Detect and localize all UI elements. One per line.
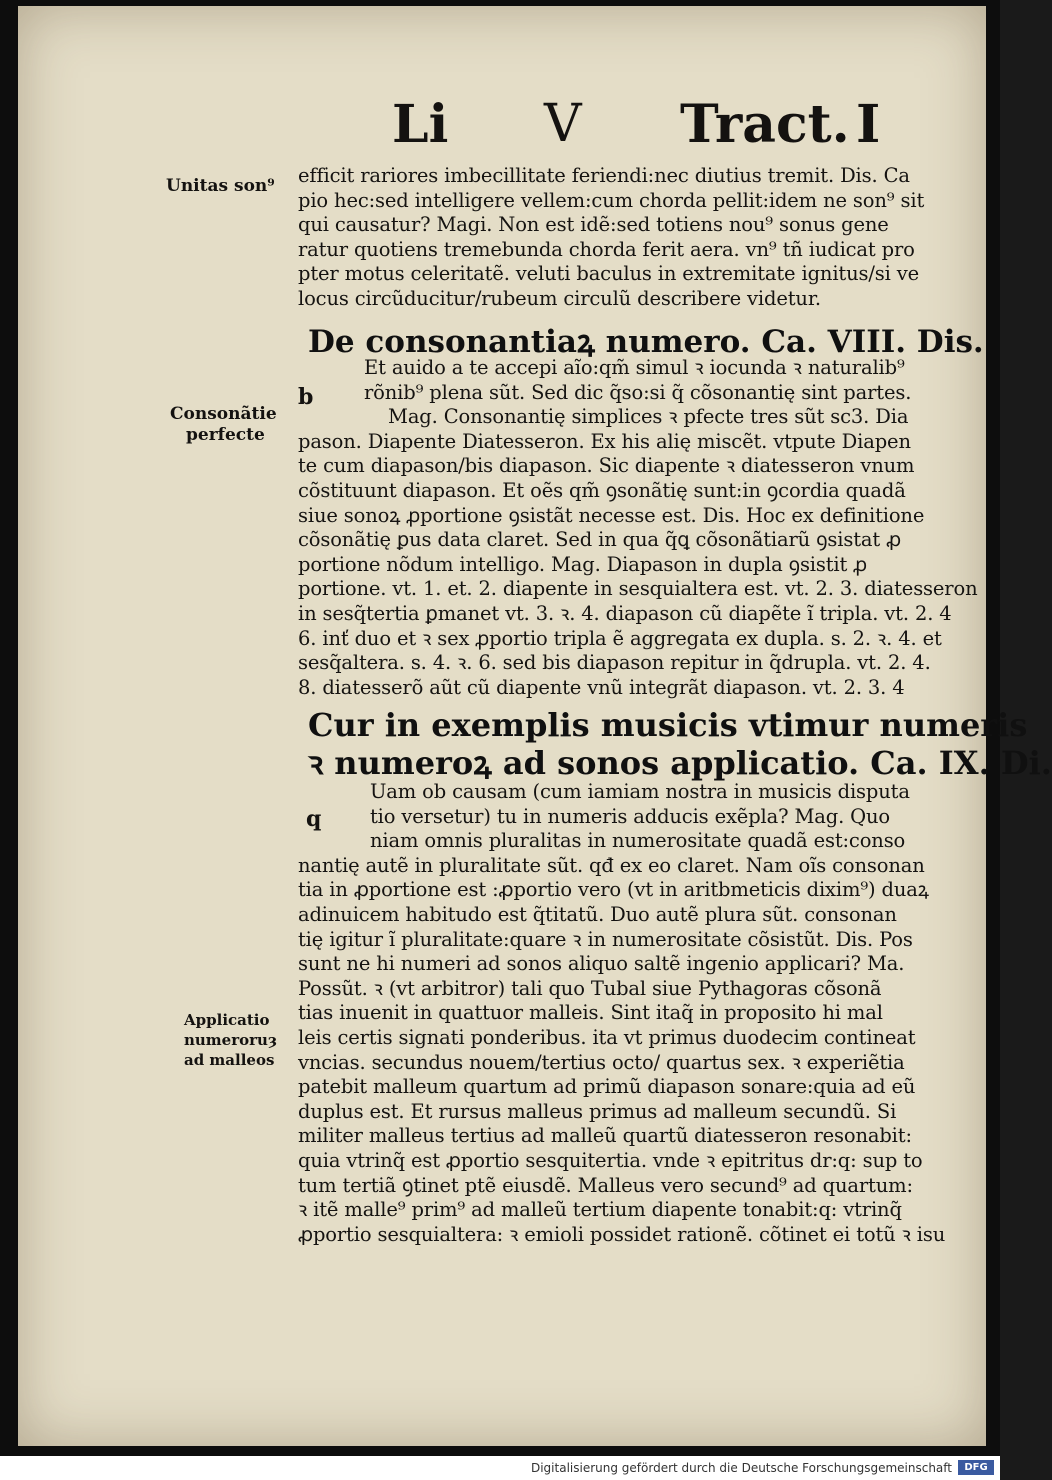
paragraph-3 (298, 780, 958, 1247)
text-line: Possũt. ꝛ (vt arbitror) tali quo Tubal siue Pythagoras cõsonã (298, 976, 882, 1000)
text-line: tum tertiã ꝯtinet ptẽ eiusdẽ. Malleus vero secund⁹ ad quartum: (298, 1173, 913, 1197)
text-line: Mag. Consonantię simplices ꝛ pfecte tres sũt sc3. Dia (388, 405, 909, 429)
text-line: tię igitur ĩ pluralitate:quare ꝛ in numerositate cõsistũt. Dis. Pos (298, 927, 913, 951)
book-page (18, 6, 1052, 1446)
text-line: sunt ne hi numeri ad sonos aliquo saltẽ ingenio applicari? Ma. (298, 952, 905, 976)
text-line: 6. inť duo et ꝛ sex ꝓportio tripla ẽ aggregata ex dupla. s. 2. ꝛ. 4. et (298, 626, 942, 650)
header-tract: Tract. (680, 94, 850, 155)
text-line: rõnib⁹ plena sũt. Sed dic q̃so:si q̃ cõsonantię sint partes. (364, 380, 912, 404)
margin-note-line: Unitas son⁹ (166, 176, 275, 196)
text-line: siue sonoꝝ ꝓportione ꝯsistãt necesse est. Dis. Hoc ex definitione (298, 503, 925, 527)
text-line: Uam ob causam (cum iamiam nostra in musicis disputa (370, 780, 910, 803)
text-line: pter motus celeritatẽ. veluti baculus in extremitate ignitus/si ve (298, 262, 920, 286)
text-line: ꝛ itẽ malle⁹ prim⁹ ad malleũ tertium diapente tonabit:q: vtrinq̃ (298, 1198, 902, 1222)
text-line: leis certis signati ponderibus. ita vt primus duodecim contineat (298, 1025, 916, 1049)
text-line: militer malleus tertius ad malleũ quartũ diatesseron resonabit: (298, 1124, 912, 1148)
margin-note-unitas (166, 176, 296, 197)
dfg-logo: DFG (958, 1460, 994, 1475)
funding-credit: Digitalisierung gefördert durch die Deutsche Forschungsgemeinschaft (530, 1461, 952, 1475)
text-line: tias inuenit in quattuor malleis. Sint itaq̃ in proposito hi mal (298, 1001, 883, 1025)
margin-note-line: numeroruȝ (184, 1031, 278, 1049)
text-line: cõsonãtię ꝑus data claret. Sed in qua q̃ꝗ cõsonãtiarũ ꝯsistat ꝓ (298, 528, 902, 552)
paragraph-1 (298, 164, 958, 312)
text-line: ratur quotiens tremebunda chorda ferit aera. vn⁹ tñ iudicat pro (298, 237, 915, 261)
text-line: 8. diatesserõ aũt cũ diapente vnũ integrãt diapason. vt. 2. 3. 4 (298, 675, 905, 699)
text-line: locus circũducitur/rubeum circulũ describere videtur. (298, 286, 821, 310)
text-line: qui causatur? Magi. Non est idẽ:sed totiens nou⁹ sonus gene (298, 213, 889, 237)
paragraph-2 (298, 356, 978, 700)
text-line: efficit rariores imbecillitate feriendi:nec diutius tremit. Dis. Ca (298, 164, 910, 187)
chapter-9-title-line: Cur in exemplis musicis vtimur numeris (308, 706, 1028, 744)
text-line: duplus est. Et rursus malleus primus ad malleum secundũ. Si (298, 1099, 897, 1123)
text-line: cõstituunt diapason. Et oẽs qm̃ ꝯsonãtię sunt:in ꝯcordia quadã (298, 478, 906, 502)
chapter-9-title (308, 706, 1052, 782)
margin-note-line: ad malleos (184, 1051, 275, 1069)
initial-q: q (306, 806, 322, 832)
text-line: pio hec:sed intelligere vellem:cum chorda pellit:idem ne son⁹ sit (298, 188, 925, 212)
text-line: tia in ꝓportione est :ꝓportio vero (vt in aritbmeticis dixim⁹) duaꝝ (298, 878, 929, 902)
text-line: portione nõdum intelligo. Mag. Diapason in dupla ꝯsistit ꝓ (298, 552, 868, 576)
chapter-9-title-line: ꝛ numeroꝝ ad sonos applicatio. Ca. IX. Di. (308, 744, 1052, 782)
text-line: te cum diapason/bis diapason. Sic diapente ꝛ diatesseron vnum (298, 454, 915, 478)
text-line: tio versetur) tu in numeris adducis exẽpla? Mag. Quo (370, 804, 891, 828)
text-line: portione. vt. 1. et. 2. diapente in sesquialtera est. vt. 2. 3. diatesseron (298, 577, 978, 601)
text-line: Et auido a te accepi aĩo:qm̃ simul ꝛ iocunda ꝛ naturalib⁹ (364, 356, 905, 379)
initial-b: b (298, 384, 314, 410)
margin-note-line: Consonãtie (170, 404, 277, 424)
margin-note-applicatio (184, 1010, 314, 1070)
text-line: ꝓportio sesquialtera: ꝛ emioli possidet rationẽ. cõtinet ei totũ ꝛ isu (298, 1222, 946, 1246)
text-line: niam omnis pluralitas in numerositate quadã est:conso (370, 829, 906, 853)
margin-note-line: Applicatio (184, 1011, 270, 1029)
header-part: I (856, 94, 881, 155)
text-line: adinuicem habitudo est q̃titatũ. Duo autẽ plura sũt. consonan (298, 902, 897, 926)
header-leaf: Li (392, 94, 449, 155)
text-line: nantię autẽ in pluralitate sũt. qđ ex eo claret. Nam oĩs consonan (298, 853, 925, 877)
footer-bar (0, 1456, 1000, 1480)
text-line: vncias. secundus nouem/tertius octo/ quartus sex. ꝛ experiẽtia (298, 1050, 905, 1074)
text-line: in sesq̃tertia ꝑmanet vt. 3. ꝛ. 4. diapason cũ diapẽte ĩ tripla. vt. 2. 4 (298, 601, 952, 625)
chapter-8-title: De consonantiaꝝ numero. Ca. VIII. Dis. (308, 324, 984, 360)
header-number: V (544, 94, 582, 154)
text-line: pason. Diapente Diatesseron. Ex his alię miscẽt. vtpute Diapen (298, 429, 911, 453)
text-line: quia vtrinq̃ est ꝓportio sesquitertia. vnde ꝛ epitritus dr:q: sup to (298, 1148, 923, 1172)
margin-note-line: perfecte (186, 425, 265, 445)
text-line: sesq̃altera. s. 4. ꝛ. 6. sed bis diapason repitur in q̃drupla. vt. 2. 4. (298, 651, 931, 675)
margin-note-consonantie (170, 404, 300, 446)
text-line: patebit malleum quartum ad primũ diapason sonare:quia ad eũ (298, 1075, 916, 1099)
running-header (378, 94, 898, 164)
